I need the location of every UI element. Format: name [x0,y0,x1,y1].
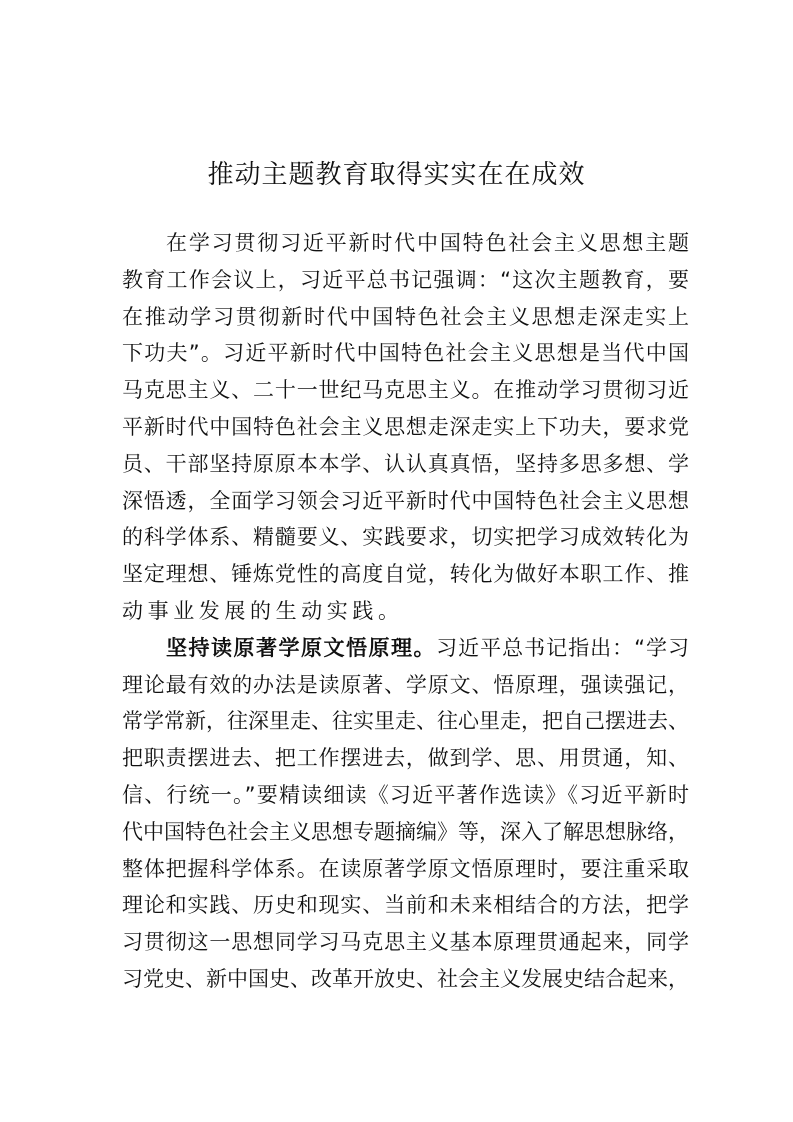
text-line: 教育工作会议上，习近平总书记强调：“这次主题教育，要 [122,267,689,292]
text-line: 信、行统一。”要精读细读《习近平著作选读》《习近平新时 [122,782,689,807]
text-line [122,630,689,667]
text-line: 坚定理想、锤炼党性的高度自觉，转化为做好本职工作、推 [122,562,689,587]
paragraph-1 [122,225,689,630]
text-line: 整体把握科学体系。在读原著学原文悟原理时，要注重采取 [122,856,689,881]
document-title: 推动主题教育取得实实在在成效 [207,160,586,191]
text-line: 把职责摆进去、把工作摆进去，做到学、思、用贯通，知、 [122,746,689,771]
text-line: 马克思主义、二十一世纪马克思主义。在推动学习贯彻习近 [122,378,689,403]
text-line: 员、干部坚持原原本本学、认认真真悟，坚持多思多想、学 [122,451,689,476]
text-line: 习党史、新中国史、改革开放史、社会主义发展史结合起来， [122,966,689,991]
text-line: 习贯彻这一思想同学习马克思主义基本原理贯通起来，同学 [122,930,689,955]
text-line: 平新时代中国特色社会主义思想走深走实上下功夫，要求党 [122,414,689,439]
text-line: 动事业发展的生动实践。 [122,598,404,623]
text-line: 在推动学习贯彻新时代中国特色社会主义思想走深走实上 [122,304,689,329]
text-line: 代中国特色社会主义思想专题摘编》等，深入了解思想脉络， [122,819,689,844]
text-line: 下功夫”。习近平新时代中国特色社会主义思想是当代中国 [122,341,689,366]
paragraph-2 [122,630,689,998]
text-line: 常学常新，往深里走、往实里走、往心里走，把自己摆进去、 [122,709,689,734]
text-run: 习近平总书记指出：“学习 [436,635,689,660]
document-body [122,225,689,998]
section-heading: 坚持读原著学原文悟原理。 [166,635,437,660]
text-line: 的科学体系、精髓要义、实践要求，切实把学习成效转化为 [122,525,689,550]
text-line: 理论和实践、历史和现实、当前和未来相结合的方法，把学 [122,893,689,918]
text-line: 深悟透，全面学习领会习近平新时代中国特色社会主义思想 [122,488,689,513]
text-line: 理论最有效的办法是读原著、学原文、悟原理，强读强记， [122,672,689,697]
text-line: 在学习贯彻习近平新时代中国特色社会主义思想主题 [166,231,689,255]
